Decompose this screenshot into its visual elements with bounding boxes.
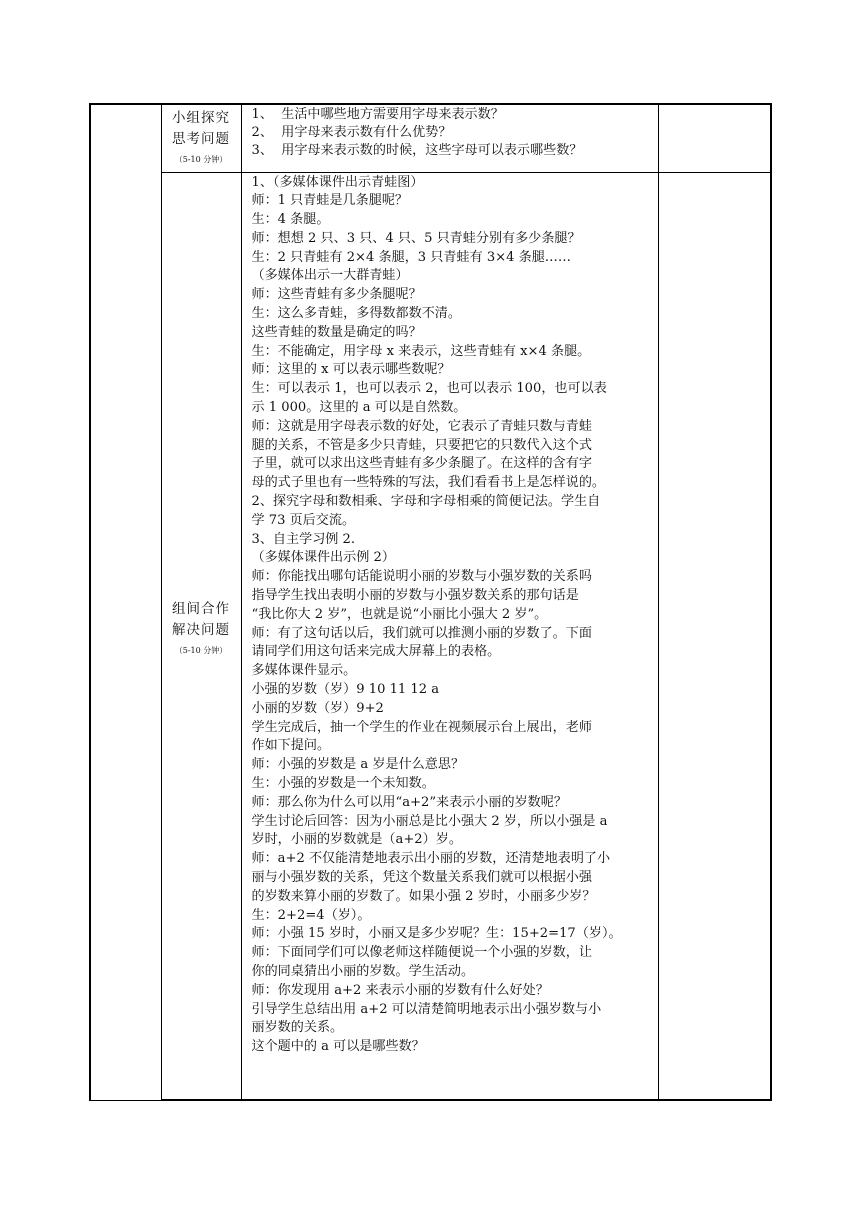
text-line: 岁时，小丽的岁数就是（a+2）岁。 (251, 832, 462, 848)
blank-right-cell (658, 104, 771, 172)
text-line: 生：2 只青蛙有 2×4 条腿，3 只青蛙有 3×4 条腿…… (251, 249, 571, 265)
stage-time-note: （5-10 分钟） (174, 155, 228, 164)
text-line: 师：想想 2 只、3 只、4 只、5 只青蛙分别有多少条腿？ (251, 230, 581, 246)
text-line: 生：小强的岁数是一个未知数。 (251, 776, 435, 791)
lesson-plan-table (89, 103, 772, 1101)
blank-right-cell (658, 172, 771, 1100)
stage-label-line: 组间合作 (172, 600, 230, 617)
text-line: 1、（多媒体课件出示青蛙图） (251, 174, 424, 190)
text-line: 1、 生活中哪些地方需要用字母来表示数？ (251, 107, 504, 122)
text-line: 师：你能找出哪句话能说明小丽的岁数与小强岁数的关系吗 (251, 569, 592, 585)
text-line: 3、 用字母来表示数的时候，这些字母可以表示哪些数？ (251, 143, 583, 159)
text-line: 生：这么多青蛙，多得数都数不清。 (251, 306, 461, 322)
text-line: 师：小强的岁数是 a 岁是什么意思？ (251, 757, 465, 773)
question-list (242, 105, 658, 161)
text-line: 丽与小强岁数的关系，凭这个数量关系我们就可以根据小强 (251, 869, 592, 885)
stage-label-line: 解决问题 (172, 621, 230, 638)
stage-content-cell (241, 172, 658, 1100)
text-line: 师：那么你为什么可以用“a+2”来表示小丽的岁数呢？ (251, 794, 567, 810)
stage-content-cell (241, 104, 658, 172)
text-line: （多媒体出示一大群青蛙） (251, 268, 409, 284)
text-line: 师：有了这句话以后，我们就可以推测小丽的岁数了。下面 (251, 625, 592, 641)
text-line: 2、探究字母和数相乘、字母和字母相乘的简便记法。学生自 (251, 494, 601, 510)
text-line: 生：不能确定，用字母 x 来表示，这些青蛙有 x×4 条腿。 (251, 343, 591, 359)
text-line: 生：2+2=4（岁）。 (251, 907, 371, 923)
table-row-group-cooperation (90, 172, 771, 1100)
text-line: 生：4 条腿。 (251, 212, 330, 228)
text-line: 示 1 000。这里的 a 可以是自然数。 (251, 400, 467, 416)
text-line: 师：a+2 不仅能清楚地表示出小丽的岁数，还清楚地表明了小 (251, 851, 611, 867)
lesson-dialogue (242, 173, 658, 1057)
text-line: 学生讨论后回答：因为小丽总是比小强大 2 岁，所以小强是 a (251, 813, 608, 829)
text-line: （多媒体课件出示例 2） (251, 550, 395, 566)
stage-time-note: （5-10 分钟） (174, 645, 228, 655)
text-line: 生：可以表示 1，也可以表示 2，也可以表示 100，也可以表 (251, 381, 607, 397)
text-line: 这个题中的 a 可以是哪些数？ (251, 1039, 425, 1055)
blank-left-cell (90, 104, 161, 1100)
stage-label-cell (161, 104, 241, 172)
text-line: 2、 用字母来表示数有什么优势？ (251, 125, 452, 141)
text-line: 师：下面同学们可以像老师这样随便说一个小强的岁数，让 (251, 945, 592, 961)
text-line: 师：这里的 x 可以表示哪些数呢？ (251, 362, 451, 378)
text-line: 师：小强 15 岁时，小丽又是多少岁呢？生：15+2=17（岁）。 (251, 926, 622, 942)
text-line: 师：1 只青蛙是几条腿呢？ (251, 193, 409, 209)
text-line: 师：这些青蛙有多少条腿呢？ (251, 287, 422, 303)
text-line: 请同学们用这句话来完成大屏幕上的表格。 (251, 644, 501, 660)
stage-label-line: 思考问题 (172, 131, 230, 147)
text-line: 子里，就可以求出这些青蛙有多少条腿了。在这样的含有字 (251, 456, 592, 472)
stage-label-line: 小组探究 (172, 110, 230, 126)
table-row-group-inquiry (90, 104, 771, 172)
text-line: “我比你大 2 岁”，也就是说“小丽比小强大 2 岁”。 (251, 606, 548, 622)
text-line: 师：你发现用 a+2 来表示小丽的岁数有什么好处？ (251, 982, 549, 998)
text-line: 师：这就是用字母表示数的好处，它表示了青蛙只数与青蛙 (251, 418, 592, 434)
text-line: 小强的岁数（岁）9 10 11 12 a (251, 682, 440, 698)
text-line: 指导学生找出表明小丽的岁数与小强岁数关系的那句话是 (251, 588, 579, 604)
text-line: 的岁数来算小丽的岁数了。如果小强 2 岁时，小丽多少岁？ (251, 888, 596, 904)
text-line: 3、自主学习例 2. (251, 531, 356, 547)
text-line: 腿的关系，不管是多少只青蛙，只要把它的只数代入这个式 (251, 437, 592, 453)
stage-label-cell (161, 172, 241, 1100)
text-line: 学生完成后，抽一个学生的作业在视频展示台上展出，老师 (251, 719, 592, 735)
text-line: 作如下提问。 (251, 738, 331, 754)
text-line: 你的同桌猜出小丽的岁数。学生活动。 (251, 963, 475, 979)
text-line: 多媒体课件显示。 (251, 663, 357, 679)
text-line: 学 73 页后交流。 (251, 512, 356, 528)
text-line: 丽岁数的关系。 (251, 1020, 344, 1036)
text-line: 这些青蛙的数量是确定的吗？ (251, 324, 422, 340)
text-line: 引导学生总结出用 a+2 可以清楚简明地表示出小强岁数与小 (251, 1001, 602, 1017)
text-line: 小丽的岁数（岁）9+2 (251, 700, 384, 716)
text-line: 母的式子里也有一些特殊的写法，我们看看书上是怎样说的。 (251, 475, 606, 491)
